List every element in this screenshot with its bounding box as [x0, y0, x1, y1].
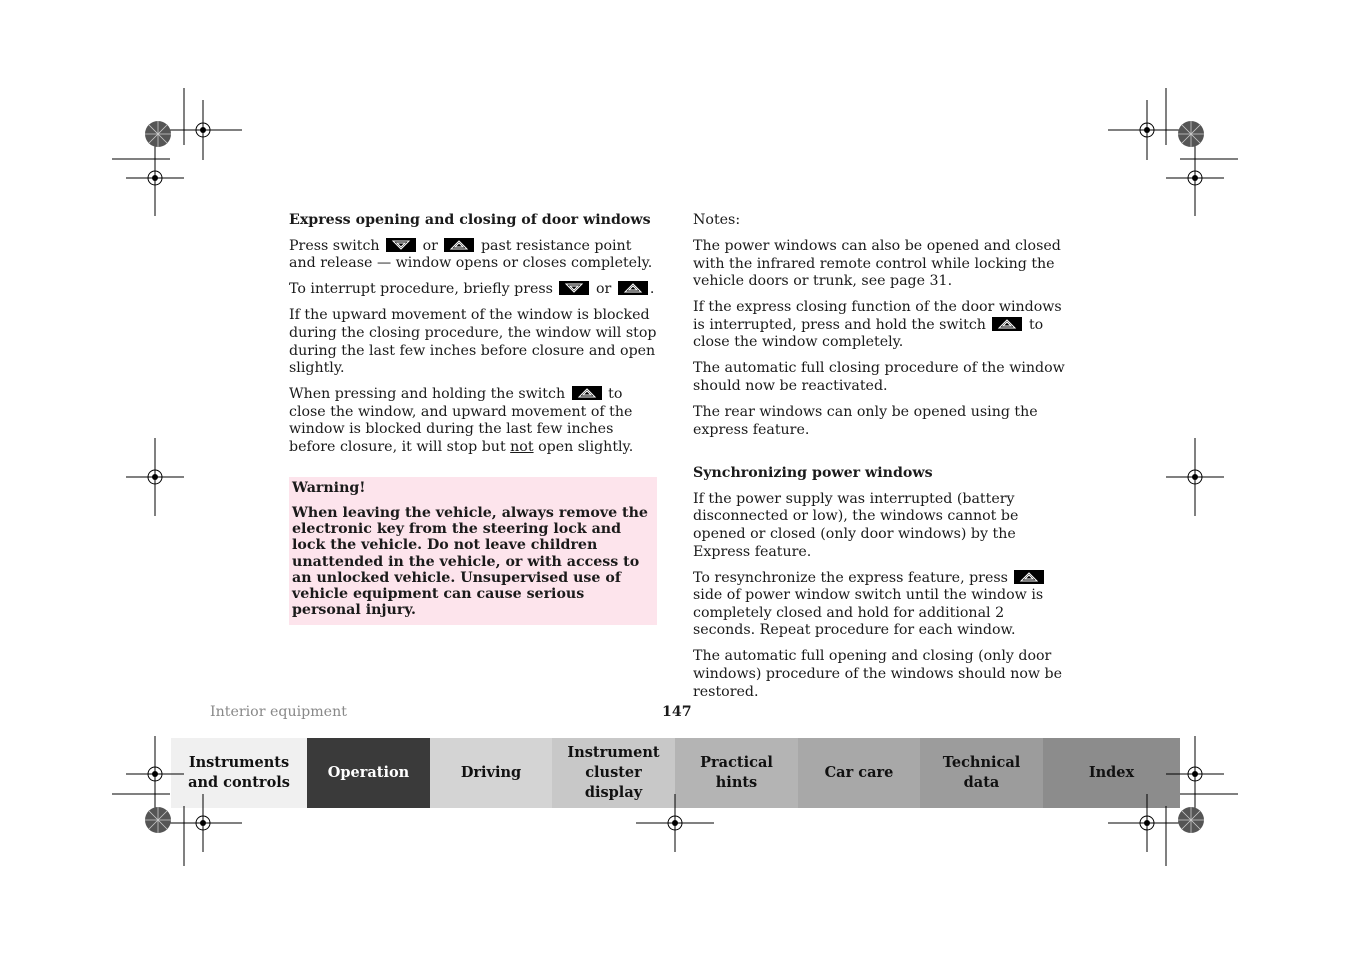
- window-down-icon: [386, 238, 416, 252]
- paragraph-restored: The automatic full opening and closing (only door windows) procedure of the windows should now be restored.: [693, 648, 1063, 700]
- notes-label: Notes:: [693, 212, 741, 228]
- tab-technical-data[interactable]: Technical data: [920, 738, 1043, 808]
- window-up-icon: [618, 281, 648, 295]
- tab-instrument-cluster-display[interactable]: Instrument cluster display: [552, 738, 675, 808]
- tab-index[interactable]: Index: [1043, 738, 1180, 808]
- section-heading-sync: Synchronizing power windows: [693, 465, 933, 482]
- tab-operation[interactable]: Operation: [307, 738, 430, 808]
- right-column: [693, 212, 1065, 710]
- warning-box: [289, 477, 657, 624]
- tab-driving[interactable]: Driving: [430, 738, 552, 808]
- section-heading-express: Express opening and closing of door windows: [289, 212, 651, 228]
- footer-section-title: Interior equipment: [210, 704, 347, 720]
- warning-title: Warning!: [292, 480, 366, 497]
- page-number: 147: [662, 704, 692, 720]
- left-column: [289, 212, 657, 625]
- note-rear-windows: The rear windows can only be opened using the express feature.: [693, 403, 1038, 438]
- chapter-tabs: [171, 738, 1180, 808]
- paragraph-blocked: If the upward movement of the window is blocked during the closing procedure, the window will stop during the last few inches before closure and open slightly.: [289, 307, 657, 377]
- tab-instruments-and-controls[interactable]: Instruments and controls: [171, 738, 307, 808]
- window-up-icon: [992, 317, 1022, 331]
- window-up-icon: [572, 386, 602, 400]
- window-up-icon: [1014, 570, 1044, 584]
- tab-car-care[interactable]: Car care: [798, 738, 920, 808]
- note-interrupted: If the express closing function of the door windows is interrupted, press and hold the switch to close the window completely.: [693, 299, 1062, 351]
- warning-body: When leaving the vehicle, always remove the electronic key from the steering lock and lock the vehicle. Do not leave children unattended in the vehicle, or with access to an unlocked vehicle. Unsupervised use of vehicle equipment can cause serious personal injury.: [292, 505, 648, 619]
- window-down-icon: [559, 281, 589, 295]
- paragraph-holding: When pressing and holding the switch to close the window, and upward movement of the window is blocked during the last few inches before closure, it will stop but not open slightly.: [289, 386, 634, 455]
- note-reactivated: The automatic full closing procedure of the window should now be reactivated.: [693, 360, 1065, 394]
- tab-practical-hints[interactable]: Practical hints: [675, 738, 798, 808]
- note-remote: The power windows can also be opened and closed with the infrared remote control while locking the vehicle doors or trunk, see page 31.: [693, 237, 1061, 290]
- paragraph-power-interrupted: If the power supply was interrupted (battery disconnected or low), the windows cannot be opened or closed (only door windows) by the Express feature.: [693, 490, 1019, 560]
- paragraph-press-switch: Press switch or past resistance point and release — window opens or closes completely.: [289, 237, 653, 272]
- paragraph-resynchronize: To resynchronize the express feature, press side of power window switch until the window is completely closed and hold for additional 2 seconds. Repeat procedure for each window.: [693, 569, 1044, 639]
- paragraph-interrupt: To interrupt procedure, briefly press or .: [289, 281, 655, 298]
- window-up-icon: [444, 238, 474, 252]
